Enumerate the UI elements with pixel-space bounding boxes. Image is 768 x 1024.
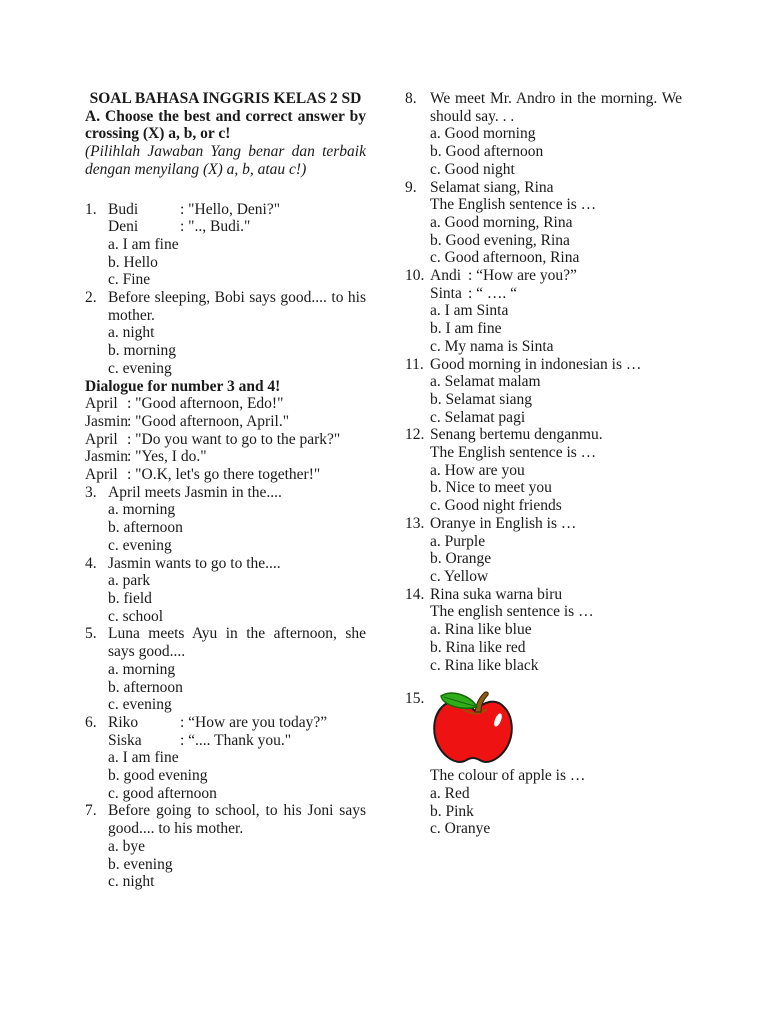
- option: b. Selamat siang: [430, 390, 533, 408]
- question-4: [85, 555, 366, 626]
- dialogue-text: : “How are you?”: [468, 267, 577, 285]
- option: c. evening: [108, 696, 172, 714]
- document-header: [85, 90, 366, 179]
- dialogue-text: : "Hello, Deni?": [180, 200, 281, 218]
- dialogue-line: [430, 267, 682, 285]
- dialogue-line: [85, 413, 366, 431]
- question-text: Oranye in English is …: [430, 514, 577, 532]
- dialogue-text: : “.... Thank you.": [180, 731, 292, 749]
- question-number: 3.: [85, 483, 97, 501]
- apple-illustration: [430, 690, 517, 764]
- question-number: 11.: [405, 355, 424, 373]
- option: c. evening: [108, 359, 172, 377]
- option: a. I am fine: [108, 235, 179, 253]
- option: c. My nama is Sinta: [430, 337, 554, 355]
- dialogue-line: [85, 448, 366, 466]
- question-text: The english sentence is …: [430, 603, 594, 621]
- option: a. Red: [430, 784, 470, 802]
- question-12: [405, 426, 682, 515]
- option: b. Good evening, Rina: [430, 231, 570, 249]
- option: a. bye: [108, 837, 146, 855]
- apple-body: [434, 702, 512, 762]
- option: a. Selamat malam: [430, 373, 541, 391]
- question-text: We meet Mr. Andro in the morning. We should say. . .: [430, 90, 682, 125]
- question-number: 10.: [405, 267, 425, 285]
- question-10: [405, 267, 682, 356]
- question-14: [405, 586, 682, 675]
- option: c. Selamat pagi: [430, 408, 526, 426]
- question-9: [405, 179, 682, 268]
- option: c. Good night: [430, 160, 515, 178]
- option: c. Good night friends: [430, 497, 562, 515]
- dialogue-text: : “How are you today?”: [180, 713, 328, 731]
- question-number: 13.: [405, 514, 425, 532]
- dialogue-section: [85, 378, 366, 484]
- speaker-name: Jasmin: [85, 448, 129, 466]
- question-number: 12.: [405, 426, 425, 444]
- option: a. park: [108, 572, 151, 590]
- option: a. I am Sinta: [430, 302, 509, 320]
- question-11: [405, 356, 682, 427]
- dialogue-line: [108, 714, 366, 732]
- question-number: 14.: [405, 585, 425, 603]
- option: c. Rina like black: [430, 656, 539, 674]
- option: c. night: [108, 873, 155, 891]
- option: c. good afternoon: [108, 784, 217, 802]
- option: b. Orange: [430, 550, 492, 568]
- option: a. night: [108, 324, 155, 342]
- dialogue-line: [430, 285, 682, 303]
- question-text: Senang bertemu denganmu.: [430, 426, 603, 444]
- question-text: Luna meets Ayu in the afternoon, she says good....: [108, 625, 366, 661]
- right-column: [405, 90, 682, 838]
- speaker-name: Sinta: [430, 284, 462, 302]
- question-number: 2.: [85, 289, 97, 307]
- question-15: [405, 690, 682, 838]
- dialogue-text: : "Yes, I do.": [127, 448, 207, 466]
- option: a. Rina like blue: [430, 621, 532, 639]
- question-text: The English sentence is …: [430, 196, 597, 214]
- question-number: 8.: [405, 90, 417, 107]
- speaker-name: Andi: [430, 267, 461, 285]
- dialogue-text: : “ …. “: [468, 284, 518, 302]
- speaker-name: Riko: [108, 713, 139, 731]
- speaker-name: April: [85, 466, 118, 484]
- speaker-name: April: [85, 395, 118, 413]
- question-1: [85, 201, 366, 290]
- question-number: 9.: [405, 178, 417, 196]
- dialogue-text: : "Good afternoon, Edo!": [127, 395, 284, 413]
- option: c. Fine: [108, 271, 151, 289]
- dialogue-text: : ".., Budi.": [180, 218, 251, 236]
- speaker-name: Jasmin: [85, 412, 129, 430]
- option: b. afternoon: [108, 678, 183, 696]
- speaker-name: Budi: [108, 200, 139, 218]
- option: b. Nice to meet you: [430, 479, 552, 497]
- option: c. evening: [108, 536, 172, 554]
- option: b. afternoon: [108, 519, 183, 537]
- speaker-name: Deni: [108, 218, 139, 236]
- option: b. Good afternoon: [430, 143, 544, 161]
- question-number: 6.: [85, 713, 97, 731]
- question-text: The colour of apple is …: [430, 767, 586, 785]
- option: b. field: [108, 589, 152, 607]
- option: c. Oranye: [430, 820, 491, 838]
- dialogue-text: : "Do you want to go to the park?": [127, 430, 341, 448]
- dialogue-text: : "Good afternoon, April.": [127, 412, 290, 430]
- option: b. evening: [108, 855, 173, 873]
- option: c. school: [108, 607, 164, 625]
- left-column: [85, 90, 366, 891]
- dialogue-line: [108, 732, 366, 750]
- question-13: [405, 515, 682, 586]
- dialogue-line: [85, 431, 366, 449]
- dialogue-heading: Dialogue for number 3 and 4!: [85, 377, 281, 395]
- question-number: 1.: [85, 200, 97, 218]
- option: a. How are you: [430, 461, 525, 479]
- question-2: [85, 289, 366, 378]
- option: a. morning: [108, 660, 176, 678]
- question-6: [85, 714, 366, 803]
- dialogue-line: [85, 466, 366, 484]
- question-text: Before going to school, to his Joni says good.... to his mother.: [108, 802, 366, 838]
- question-text: April meets Jasmin in the....: [108, 483, 282, 501]
- question-number: 15.: [405, 690, 425, 708]
- speaker-name: April: [85, 430, 118, 448]
- option: a. Good morning, Rina: [430, 213, 573, 231]
- option: b. Hello: [108, 253, 158, 271]
- question-5: [85, 625, 366, 714]
- instruction-text: A. Choose the best and correct answer by crossing (X) a, b, or c!: [85, 107, 366, 143]
- option: c. Good afternoon, Rina: [430, 249, 580, 267]
- question-text: Selamat siang, Rina: [430, 178, 554, 196]
- option: b. morning: [108, 342, 177, 360]
- question-number: 5.: [85, 625, 97, 643]
- speaker-name: Siska: [108, 731, 142, 749]
- question-text: Good morning in indonesian is …: [430, 355, 642, 373]
- question-text: Before sleeping, Bobi says good.... to his mother.: [108, 289, 366, 324]
- question-text: The English sentence is …: [430, 444, 597, 462]
- document-title: SOAL BAHASA INGGRIS KELAS 2 SD: [89, 90, 362, 107]
- instruction-translation: (Pilihlah Jawaban Yang benar dan terbaik dengan menyilang (X) a, b, atau c!): [85, 143, 366, 178]
- dialogue-line: [85, 395, 366, 413]
- option: b. Pink: [430, 802, 474, 820]
- question-text: Rina suka warna biru: [430, 585, 563, 603]
- option: b. Rina like red: [430, 638, 526, 656]
- option: b. good evening: [108, 767, 208, 785]
- question-7: [85, 802, 366, 891]
- option: b. I am fine: [430, 320, 502, 338]
- option: a. morning: [108, 501, 176, 519]
- question-number: 4.: [85, 554, 97, 572]
- option: a. Good morning: [430, 125, 536, 143]
- question-number: 7.: [85, 802, 97, 820]
- option: c. Yellow: [430, 567, 489, 585]
- dialogue-line: [108, 201, 366, 219]
- question-text: Jasmin wants to go to the....: [108, 554, 281, 572]
- option: a. I am fine: [108, 749, 179, 767]
- option: a. Purple: [430, 532, 486, 550]
- question-8: [405, 90, 682, 179]
- question-3: [85, 484, 366, 555]
- dialogue-text: : "O.K, let's go there together!": [127, 466, 321, 484]
- dialogue-line: [108, 218, 366, 236]
